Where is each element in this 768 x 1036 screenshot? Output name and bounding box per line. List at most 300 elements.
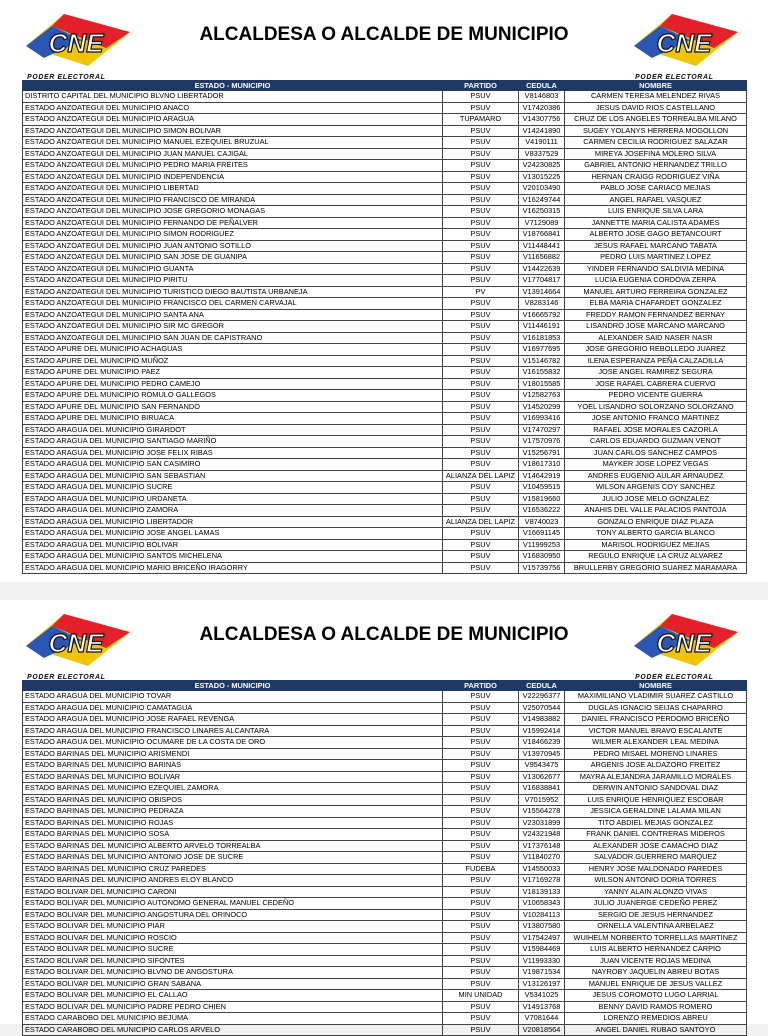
cell-cedula: V16691145 <box>519 528 565 540</box>
cell-estado-municipio: ESTADO ANZOATEGUI DEL MUNICIPIO SAN JOSE DE GUANIPA <box>23 252 443 264</box>
cell-partido: PSUV <box>443 817 519 829</box>
cell-nombre: ALBERTO JOSE GAGO BETANCOURT <box>565 229 747 241</box>
cell-nombre: JULIO JOSE MELO GONZALEZ <box>565 493 747 505</box>
cell-cedula: V5341025 <box>519 990 565 1002</box>
cell-partido: PSUV <box>443 482 519 494</box>
table-row <box>23 344 747 356</box>
cell-estado-municipio: ESTADO CARABOBO DEL MUNICIPIO CARLOS ARVELO <box>23 1024 443 1036</box>
cell-partido: PSUV <box>443 528 519 540</box>
cell-partido: FUDEBA <box>443 863 519 875</box>
cell-nombre: PEDRO MISAEL MORENO LINARES <box>565 748 747 760</box>
cell-cedula: V17570976 <box>519 436 565 448</box>
cell-partido: PSUV <box>443 137 519 149</box>
cell-cedula: V8146803 <box>519 91 565 103</box>
cell-estado-municipio: ESTADO ARAGUA DEL MUNICIPIO SAN CASIMIRO <box>23 459 443 471</box>
cell-partido: PSUV <box>443 783 519 795</box>
cell-estado-municipio: ESTADO APURE DEL MUNICIPIO ROMULO GALLEGOS <box>23 390 443 402</box>
cell-partido: PSUV <box>443 459 519 471</box>
cell-estado-municipio: ESTADO BARINAS DEL MUNICIPIO ROJAS <box>23 817 443 829</box>
cell-cedula: V15146782 <box>519 355 565 367</box>
cell-nombre: LUIS ENRIQUE HENRIQUEZ ESCOBAR <box>565 794 747 806</box>
cell-cedula: V13807580 <box>519 921 565 933</box>
cell-cedula: V7081644 <box>519 1013 565 1025</box>
cell-cedula: V16536222 <box>519 505 565 517</box>
document-page-2 <box>0 600 768 1034</box>
cell-nombre: FREDDY RAMON FERNANDEZ BERNAY <box>565 309 747 321</box>
cell-cedula: V17704817 <box>519 275 565 287</box>
table-row <box>23 691 747 703</box>
cell-partido: PSUV <box>443 309 519 321</box>
table-row <box>23 252 747 264</box>
cell-cedula: V14422639 <box>519 263 565 275</box>
cell-cedula: V20103490 <box>519 183 565 195</box>
cell-estado-municipio: ESTADO BARINAS DEL MUNICIPIO OBISPOS <box>23 794 443 806</box>
cell-estado-municipio: ESTADO ARAGUA DEL MUNICIPIO JOSE RAFAEL REVENGA <box>23 714 443 726</box>
table-row <box>23 413 747 425</box>
cell-cedula: V12582763 <box>519 390 565 402</box>
cell-cedula: V17420386 <box>519 102 565 114</box>
cell-cedula: V18466239 <box>519 737 565 749</box>
table-row <box>23 516 747 528</box>
cell-cedula: V23031899 <box>519 817 565 829</box>
cell-cedula: V16665792 <box>519 309 565 321</box>
cell-estado-municipio: ESTADO ARAGUA DEL MUNICIPIO SUCRE <box>23 482 443 494</box>
cell-partido: PSUV <box>443 932 519 944</box>
cell-partido: PSUV <box>443 1013 519 1025</box>
cell-partido: PSUV <box>443 413 519 425</box>
cell-nombre: WILSON ARGENIS COY SANCHEZ <box>565 482 747 494</box>
cell-estado-municipio: ESTADO ANZOATEGUI DEL MUNICIPIO SIMON RODRIGUEZ <box>23 229 443 241</box>
cell-partido: PSUV <box>443 390 519 402</box>
cell-estado-municipio: ESTADO BARINAS DEL MUNICIPIO ANTONIO JOSE DE SUCRE <box>23 852 443 864</box>
cell-estado-municipio: ESTADO ANZOATEGUI DEL MUNICIPIO LIBERTAD <box>23 183 443 195</box>
cell-cedula: V8283146 <box>519 298 565 310</box>
cell-cedula: V15992414 <box>519 725 565 737</box>
table-row <box>23 332 747 344</box>
table-row <box>23 562 747 574</box>
cell-partido: PSUV <box>443 217 519 229</box>
cell-nombre: MARISOL RODRIGUEZ MEJIAS <box>565 539 747 551</box>
candidates-table <box>22 80 747 574</box>
table-row <box>23 852 747 864</box>
cell-estado-municipio: ESTADO ARAGUA DEL MUNICIPIO LIBERTADOR <box>23 516 443 528</box>
cell-nombre: CARLOS EDUARDO GUZMAN VENOT <box>565 436 747 448</box>
table-row <box>23 909 747 921</box>
cell-cedula: V14307756 <box>519 114 565 126</box>
svg-text:CNE: CNE <box>656 28 712 58</box>
cell-estado-municipio: ESTADO ANZOATEGUI DEL MUNICIPIO SIMON BOLIVAR <box>23 125 443 137</box>
table-row <box>23 275 747 287</box>
cne-logo-mark <box>22 610 134 674</box>
cell-estado-municipio: ESTADO ANZOATEGUI DEL MUNICIPIO SIR MC GREGOR <box>23 321 443 333</box>
cell-partido: PSUV <box>443 160 519 172</box>
cell-estado-municipio: ESTADO ANZOATEGUI DEL MUNICIPIO PIRITU <box>23 275 443 287</box>
cne-logo-caption: PODER ELECTORAL <box>27 674 106 681</box>
cell-nombre: JESUS RAFAEL MARCANO TABATA <box>565 240 747 252</box>
cell-partido: PSUV <box>443 725 519 737</box>
cell-estado-municipio: ESTADO BOLIVAR DEL MUNICIPIO PIAR <box>23 921 443 933</box>
table-row <box>23 355 747 367</box>
cne-logo-caption: PODER ELECTORAL <box>635 674 714 681</box>
table-row <box>23 1013 747 1025</box>
cell-partido: PSUV <box>443 771 519 783</box>
cell-partido: PSUV <box>443 367 519 379</box>
cell-nombre: ELBA MARIA CHAFARDET GONZALEZ <box>565 298 747 310</box>
table-row <box>23 702 747 714</box>
cell-nombre: SUGEY YOLANYS HERRERA MOGOLLON <box>565 125 747 137</box>
cell-partido: PSUV <box>443 875 519 887</box>
cell-estado-municipio: ESTADO BOLIVAR DEL MUNICIPIO GRAN SABANA <box>23 978 443 990</box>
cell-cedula: V14550033 <box>519 863 565 875</box>
cell-cedula: V18766841 <box>519 229 565 241</box>
cell-estado-municipio: ESTADO ANZOATEGUI DEL MUNICIPIO GUANTA <box>23 263 443 275</box>
cell-partido: PSUV <box>443 702 519 714</box>
cell-nombre: DUGLAS IGNACIO SEIJAS CHAPARRO <box>565 702 747 714</box>
cell-estado-municipio: ESTADO ANZOATEGUI DEL MUNICIPIO ANACO <box>23 102 443 114</box>
cell-nombre: ANAHIS DEL VALLE PALACIOS PANTOJA <box>565 505 747 517</box>
cell-partido: PSUV <box>443 551 519 563</box>
cell-cedula: V10284113 <box>519 909 565 921</box>
cell-nombre: GONZALO ENRIQUE DIAZ PLAZA <box>565 516 747 528</box>
cell-partido: PSUV <box>443 171 519 183</box>
cell-cedula: V16155832 <box>519 367 565 379</box>
cell-cedula: V11999253 <box>519 539 565 551</box>
cell-estado-municipio: ESTADO ANZOATEGUI DEL MUNICIPIO MANUEL EZEQUIEL BRUZUAL <box>23 137 443 149</box>
cell-partido: PSUV <box>443 1024 519 1036</box>
cell-estado-municipio: ESTADO ARAGUA DEL MUNICIPIO OCUMARE DE LA COSTA DE ORO <box>23 737 443 749</box>
cell-cedula: V16181853 <box>519 332 565 344</box>
cell-nombre: JANNETTE MARIA CALISTA ADAMES <box>565 217 747 229</box>
table-row <box>23 748 747 760</box>
cell-partido: PSUV <box>443 125 519 137</box>
cell-estado-municipio: ESTADO BOLIVAR DEL MUNICIPIO SIFONTES <box>23 955 443 967</box>
cell-partido: PSUV <box>443 737 519 749</box>
cell-nombre: BRULLERBY GREGORIO SUAREZ MARAMARA <box>565 562 747 574</box>
cell-nombre: VICTOR MANUEL BRAVO ESCALANTE <box>565 725 747 737</box>
header-nombre: NOMBRE <box>565 681 747 691</box>
cell-nombre: NAYROBY JAQUELIN ABREU BOTAS <box>565 967 747 979</box>
cell-estado-municipio: ESTADO APURE DEL MUNICIPIO MUÑOZ <box>23 355 443 367</box>
cell-nombre: JESUS DAVID RIOS CASTELLANO <box>565 102 747 114</box>
cell-estado-municipio: ESTADO ARAGUA DEL MUNICIPIO TOVAR <box>23 691 443 703</box>
cell-estado-municipio: ESTADO ANZOATEGUI DEL MUNICIPIO TURISTICO DIEGO BAUTISTA URBANEJA <box>23 286 443 298</box>
table-row <box>23 725 747 737</box>
cell-nombre: LORENZO REMEDIOS ABREU <box>565 1013 747 1025</box>
cell-estado-municipio: ESTADO BOLIVAR DEL MUNICIPIO ANGOSTURA DEL ORINOCO <box>23 909 443 921</box>
cell-estado-municipio: ESTADO ARAGUA DEL MUNICIPIO FRANCISCO LINARES ALCANTARA <box>23 725 443 737</box>
cell-partido: PSUV <box>443 829 519 841</box>
cell-cedula: V8337529 <box>519 148 565 160</box>
table-row <box>23 298 747 310</box>
cell-cedula: V17376148 <box>519 840 565 852</box>
cell-partido: PSUV <box>443 102 519 114</box>
cell-partido: PSUV <box>443 691 519 703</box>
cell-partido: PSUV <box>443 424 519 436</box>
cell-nombre: HERNAN CRAIGG RODRIGUEZ VIÑA <box>565 171 747 183</box>
cell-cedula: V11840270 <box>519 852 565 864</box>
cell-cedula: V25070544 <box>519 702 565 714</box>
cell-estado-municipio: ESTADO BARINAS DEL MUNICIPIO ALBERTO ARVELO TORREALBA <box>23 840 443 852</box>
cne-logo-mark <box>630 10 742 74</box>
cell-estado-municipio: ESTADO ANZOATEGUI DEL MUNICIPIO FRANCISCO DE MIRANDA <box>23 194 443 206</box>
cell-nombre: WILMER ALEXANDER LEAL MEDINA <box>565 737 747 749</box>
cell-estado-municipio: ESTADO ANZOATEGUI DEL MUNICIPIO INDEPENDENCIA <box>23 171 443 183</box>
cell-nombre: YINDER FERNANDO SALDIVIA MEDINA <box>565 263 747 275</box>
table-body <box>23 91 747 574</box>
cne-logo <box>630 610 742 681</box>
table-row <box>23 829 747 841</box>
cell-cedula: V20818564 <box>519 1024 565 1036</box>
cell-nombre: JOSE ANTONIO FRANCO MARTINEZ <box>565 413 747 425</box>
table-row <box>23 183 747 195</box>
cell-estado-municipio: ESTADO BOLIVAR DEL MUNICIPIO BLVNO DE ANGOSTURA <box>23 967 443 979</box>
cell-cedula: V18617310 <box>519 459 565 471</box>
header-nombre: NOMBRE <box>565 81 747 91</box>
cell-estado-municipio: ESTADO ARAGUA DEL MUNICIPIO MARIO BRICEÑO IRAGORRY <box>23 562 443 574</box>
cell-partido: PSUV <box>443 355 519 367</box>
cell-cedula: V15256791 <box>519 447 565 459</box>
cell-nombre: ARGENIS JOSE ALDAZORO FREITEZ <box>565 760 747 772</box>
cell-partido: PSUV <box>443 921 519 933</box>
cell-partido: PSUV <box>443 263 519 275</box>
cell-estado-municipio: ESTADO CARABOBO DEL MUNICIPIO BEJUMA <box>23 1013 443 1025</box>
cell-cedula: V11446191 <box>519 321 565 333</box>
cell-cedula: V24230825 <box>519 160 565 172</box>
cell-nombre: JESSICA GERALDINE LALAMA MILAN <box>565 806 747 818</box>
table-row <box>23 148 747 160</box>
header-estado-municipio: ESTADO - MUNICIPIO <box>23 681 443 691</box>
cell-partido: PSUV <box>443 886 519 898</box>
cell-estado-municipio: ESTADO ANZOATEGUI DEL MUNICIPIO SANTA ANA <box>23 309 443 321</box>
cell-nombre: PEDRO VICENTE GUERRA <box>565 390 747 402</box>
cell-estado-municipio: ESTADO APURE DEL MUNICIPIO PAEZ <box>23 367 443 379</box>
cell-estado-municipio: ESTADO BOLIVAR DEL MUNICIPIO AUTONOMO GENERAL MANUEL CEDEÑO <box>23 898 443 910</box>
cell-cedula: V16838841 <box>519 783 565 795</box>
table-row <box>23 401 747 413</box>
cell-nombre: JUAN VICENTE ROJAS MEDINA <box>565 955 747 967</box>
cell-cedula: V18139133 <box>519 886 565 898</box>
cell-nombre: PEDRO LUIS MARTINEZ LOPEZ <box>565 252 747 264</box>
table-row <box>23 309 747 321</box>
cell-cedula: V17542497 <box>519 932 565 944</box>
cell-cedula: V13914664 <box>519 286 565 298</box>
cell-nombre: LUIS ALBERTO HERNANDEZ CARPIO <box>565 944 747 956</box>
cell-estado-municipio: ESTADO APURE DEL MUNICIPIO BIRUACA <box>23 413 443 425</box>
cell-cedula: V22296377 <box>519 691 565 703</box>
candidates-table <box>22 680 747 1036</box>
cell-estado-municipio: ESTADO BARINAS DEL MUNICIPIO BOLIVAR <box>23 771 443 783</box>
cell-cedula: V15984469 <box>519 944 565 956</box>
cell-nombre: FRANK DANIEL CONTRERAS MIDEROS <box>565 829 747 841</box>
cell-estado-municipio: ESTADO BOLIVAR DEL MUNICIPIO EL CALLAO <box>23 990 443 1002</box>
table-row <box>23 886 747 898</box>
cell-partido: PSUV <box>443 898 519 910</box>
table-row <box>23 875 747 887</box>
table-row <box>23 528 747 540</box>
cell-cedula: V4190111 <box>519 137 565 149</box>
cell-cedula: V14520299 <box>519 401 565 413</box>
cell-partido: PSUV <box>443 505 519 517</box>
cell-partido: PSUV <box>443 1001 519 1013</box>
cell-estado-municipio: ESTADO ARAGUA DEL MUNICIPIO SAN SEBASTIAN <box>23 470 443 482</box>
table-row <box>23 863 747 875</box>
table-row <box>23 447 747 459</box>
cell-nombre: JESUS COROMOTO LUGO LARRIAL <box>565 990 747 1002</box>
cell-cedula: V14913768 <box>519 1001 565 1013</box>
cell-nombre: ALEXANDER SAID NASER NASR <box>565 332 747 344</box>
cell-nombre: CARMEN CECILIA RODRIGUEZ SALAZAR <box>565 137 747 149</box>
cell-nombre: LISANDRO JOSE MARCANO MARCANO <box>565 321 747 333</box>
cell-estado-municipio: DISTRITO CAPITAL DEL MUNICIPIO BLVNO LIBERTADOR <box>23 91 443 103</box>
cell-partido: PSUV <box>443 378 519 390</box>
cell-nombre: CRUZ DE LOS ANGELES TORREALBA MILANO <box>565 114 747 126</box>
table-row <box>23 160 747 172</box>
cell-estado-municipio: ESTADO ANZOATEGUI DEL MUNICIPIO JOSE GREGORIO MONAGAS <box>23 206 443 218</box>
cell-nombre: WILSON ANTONIO DORIA TORRES <box>565 875 747 887</box>
table-header-row <box>23 681 747 691</box>
cell-estado-municipio: ESTADO ANZOATEGUI DEL MUNICIPIO PEDRO MARIA FREITES <box>23 160 443 172</box>
cell-partido: PSUV <box>443 562 519 574</box>
table-row <box>23 806 747 818</box>
cell-cedula: V15819660 <box>519 493 565 505</box>
cell-nombre: RAFAEL JOSE MORALES CAZORLA <box>565 424 747 436</box>
table-row <box>23 840 747 852</box>
cell-partido: PSUV <box>443 240 519 252</box>
cell-partido: PSUV <box>443 909 519 921</box>
table-row <box>23 783 747 795</box>
cell-estado-municipio: ESTADO APURE DEL MUNICIPIO PEDRO CAMEJO <box>23 378 443 390</box>
cell-nombre: PABLO JOSE CARIACO MEJIAS <box>565 183 747 195</box>
cell-estado-municipio: ESTADO ANZOATEGUI DEL MUNICIPIO ARAGUA <box>23 114 443 126</box>
page-title: ALCALDESA O ALCALDE DE MUNICIPIO <box>199 24 569 45</box>
table-row <box>23 551 747 563</box>
table-row <box>23 436 747 448</box>
table-row <box>23 505 747 517</box>
table-row <box>23 378 747 390</box>
cell-nombre: SERGIO DE JESUS HERNANDEZ <box>565 909 747 921</box>
header-estado-municipio: ESTADO - MUNICIPIO <box>23 81 443 91</box>
table-row <box>23 171 747 183</box>
cell-estado-municipio: ESTADO BOLIVAR DEL MUNICIPIO ROSCIO <box>23 932 443 944</box>
table-row <box>23 390 747 402</box>
cell-cedula: V14241890 <box>519 125 565 137</box>
cell-estado-municipio: ESTADO BARINAS DEL MUNICIPIO EZEQUIEL ZAMORA <box>23 783 443 795</box>
cell-estado-municipio: ESTADO BARINAS DEL MUNICIPIO CRUZ PAREDES <box>23 863 443 875</box>
cell-nombre: CARMEN TERESA MELENDEZ RIVAS <box>565 91 747 103</box>
cell-estado-municipio: ESTADO BARINAS DEL MUNICIPIO BARINAS <box>23 760 443 772</box>
cell-partido: PSUV <box>443 748 519 760</box>
cell-cedula: V17470297 <box>519 424 565 436</box>
cell-partido: PSUV <box>443 852 519 864</box>
cell-cedula: V15564278 <box>519 806 565 818</box>
cell-cedula: V16249744 <box>519 194 565 206</box>
table-row <box>23 955 747 967</box>
table-row <box>23 1001 747 1013</box>
table-row <box>23 286 747 298</box>
cell-nombre: JOSE ANGEL RAMIREZ SEGURA <box>565 367 747 379</box>
cell-cedula: V7015952 <box>519 794 565 806</box>
header-cedula: CEDULA <box>519 681 565 691</box>
cell-estado-municipio: ESTADO ARAGUA DEL MUNICIPIO GIRARDOT <box>23 424 443 436</box>
cell-nombre: YANNY ALAIN ALONZO VIVAS <box>565 886 747 898</box>
cell-cedula: V14983882 <box>519 714 565 726</box>
cne-logo-mark <box>630 610 742 674</box>
table-row <box>23 737 747 749</box>
cell-nombre: JUAN CARLOS SANCHEZ CAMPOS <box>565 447 747 459</box>
table-row <box>23 482 747 494</box>
cell-partido: PSUV <box>443 321 519 333</box>
table-row <box>23 240 747 252</box>
cell-partido: PSUV <box>443 967 519 979</box>
table-row <box>23 794 747 806</box>
table-row <box>23 817 747 829</box>
svg-text:CNE: CNE <box>48 628 104 658</box>
cell-cedula: V11656882 <box>519 252 565 264</box>
header-cedula: CEDULA <box>519 81 565 91</box>
cell-cedula: V13126197 <box>519 978 565 990</box>
cell-cedula: V7129089 <box>519 217 565 229</box>
cell-partido: PSUV <box>443 91 519 103</box>
cell-partido: PSUV <box>443 206 519 218</box>
cell-estado-municipio: ESTADO ARAGUA DEL MUNICIPIO JOSE ANGEL LAMAS <box>23 528 443 540</box>
cell-cedula: V13970945 <box>519 748 565 760</box>
cne-logo <box>630 10 742 81</box>
cell-cedula: V16830950 <box>519 551 565 563</box>
cell-cedula: V16977695 <box>519 344 565 356</box>
table-row <box>23 760 747 772</box>
table-row <box>23 944 747 956</box>
cell-estado-municipio: ESTADO BOLIVAR DEL MUNICIPIO PADRE PEDRO CHIEN <box>23 1001 443 1013</box>
cell-partido: PSUV <box>443 298 519 310</box>
cell-nombre: JOSE GREGORIO REBOLLEDO JUAREZ <box>565 344 747 356</box>
cell-partido: PSUV <box>443 840 519 852</box>
cell-estado-municipio: ESTADO ANZOATEGUI DEL MUNICIPIO JUAN MANUEL CAJIGAL <box>23 148 443 160</box>
cell-nombre: MAXIMILIANO VLADIMIR SUAREZ CASTILLO <box>565 691 747 703</box>
table-row <box>23 921 747 933</box>
table-row <box>23 194 747 206</box>
cell-partido: PSUV <box>443 252 519 264</box>
cell-estado-municipio: ESTADO ARAGUA DEL MUNICIPIO ZAMORA <box>23 505 443 517</box>
cell-nombre: MAYKER JOSE LOPEZ VEGAS <box>565 459 747 471</box>
cell-partido: PV <box>443 286 519 298</box>
cell-nombre: ANDRES EUGENIO AULAR ARNAUDEZ <box>565 470 747 482</box>
cell-nombre: MIREYA JOSEFINA MOLERO SILVA <box>565 148 747 160</box>
svg-text:CNE: CNE <box>48 28 104 58</box>
cell-partido: ALIANZA DEL LAPIZ <box>443 516 519 528</box>
cell-nombre: WUIHELM NORBERTO TORRELLAS MARTINEZ <box>565 932 747 944</box>
cell-cedula: V14642919 <box>519 470 565 482</box>
cell-estado-municipio: ESTADO BARINAS DEL MUNICIPIO PEDRAZA <box>23 806 443 818</box>
cell-nombre: DANIEL FRANCISCO PERDOMO BRICEÑO <box>565 714 747 726</box>
table-row <box>23 217 747 229</box>
cell-partido: PSUV <box>443 229 519 241</box>
table-row <box>23 367 747 379</box>
cell-nombre: JOSE RAFAEL CABRERA CUERVO <box>565 378 747 390</box>
table-row <box>23 932 747 944</box>
cell-nombre: REGULO ENRIQUE LA CRUZ ALVAREZ <box>565 551 747 563</box>
cell-partido: PSUV <box>443 183 519 195</box>
table-row <box>23 470 747 482</box>
cell-estado-municipio: ESTADO ANZOATEGUI DEL MUNICIPIO SAN JUAN DE CAPISTRANO <box>23 332 443 344</box>
cell-partido: PSUV <box>443 275 519 287</box>
cell-partido: PSUV <box>443 714 519 726</box>
cell-estado-municipio: ESTADO ANZOATEGUI DEL MUNICIPIO JUAN ANTONIO SOTILLO <box>23 240 443 252</box>
cell-estado-municipio: ESTADO BARINAS DEL MUNICIPIO ARISMENDI <box>23 748 443 760</box>
cell-partido: PSUV <box>443 978 519 990</box>
cell-cedula: V18015585 <box>519 378 565 390</box>
table-row <box>23 771 747 783</box>
cell-estado-municipio: ESTADO BOLIVAR DEL MUNICIPIO SUCRE <box>23 944 443 956</box>
